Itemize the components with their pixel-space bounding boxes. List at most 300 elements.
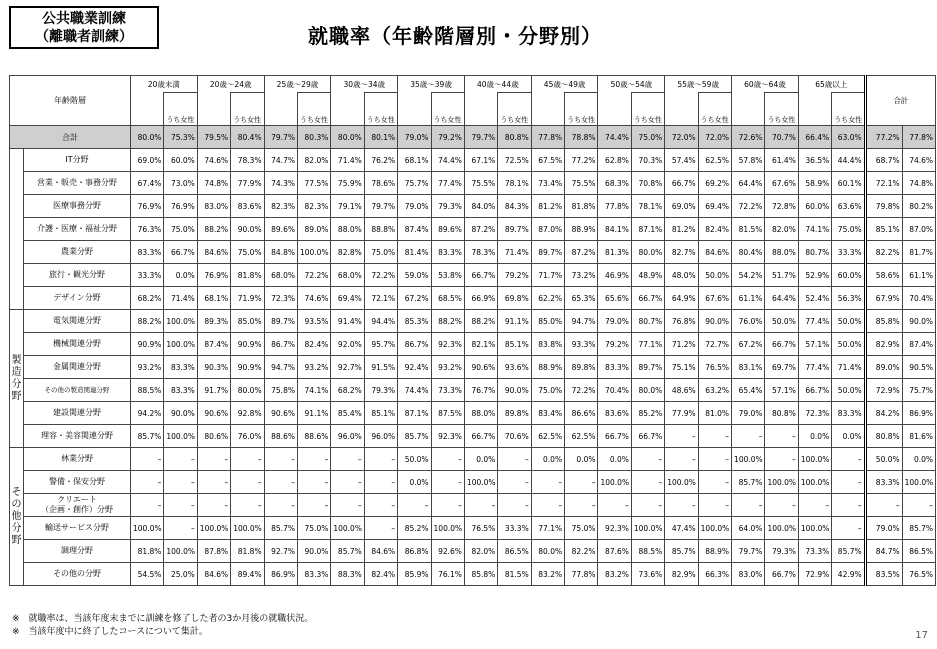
rate-cell: 68.0% (331, 264, 364, 287)
rate-cell: 75.1% (665, 356, 698, 379)
rate-cell: 93.2% (431, 356, 464, 379)
rate-cell: 83.6% (598, 402, 631, 425)
rate-cell: 82.0% (464, 540, 497, 563)
rate-cell: 76.2% (364, 149, 397, 172)
rate-cell: – (231, 494, 264, 517)
rate-cell: 75.3% (164, 126, 197, 149)
table-row (10, 333, 936, 356)
rate-cell: 82.0% (297, 149, 330, 172)
rate-cell: 78.6% (364, 172, 397, 195)
rate-cell: 85.2% (398, 517, 431, 540)
row-label: 金属関連分野 (24, 356, 131, 379)
rate-cell: 68.7% (865, 149, 902, 172)
rate-cell: 88.2% (431, 310, 464, 333)
rate-cell: 81.6% (902, 425, 935, 448)
rate-cell: 85.2% (631, 402, 664, 425)
rate-cell: 67.1% (464, 149, 497, 172)
rate-cell: 73.0% (164, 172, 197, 195)
rate-cell: 71.4% (164, 287, 197, 310)
rate-cell: 92.7% (331, 356, 364, 379)
age-all-subheader (464, 93, 497, 126)
rate-cell: 79.2% (498, 264, 531, 287)
rate-cell: 66.7% (665, 172, 698, 195)
rate-cell: 74.4% (431, 149, 464, 172)
rate-cell: – (631, 494, 664, 517)
rate-cell: – (197, 471, 230, 494)
rate-cell: 80.3% (297, 126, 330, 149)
rate-cell: 74.4% (598, 126, 631, 149)
rate-cell: 69.2% (698, 172, 731, 195)
rate-cell: 75.0% (364, 241, 397, 264)
rate-cell: 83.5% (865, 563, 902, 586)
rate-cell: 50.0% (832, 379, 865, 402)
rate-cell: 90.0% (698, 310, 731, 333)
rate-cell: – (231, 471, 264, 494)
rate-cell: 82.7% (665, 241, 698, 264)
badge-line1: 公共職業訓練 (42, 10, 126, 27)
rate-cell: 73.6% (631, 563, 664, 586)
rate-cell: 77.8% (902, 126, 935, 149)
rate-cell: 90.9% (231, 333, 264, 356)
rate-cell: 80.0% (231, 379, 264, 402)
rate-cell: 67.9% (865, 287, 902, 310)
rate-cell: 83.1% (732, 356, 765, 379)
rate-cell: 93.2% (297, 356, 330, 379)
rate-cell: 60.0% (164, 149, 197, 172)
rate-cell: 79.8% (865, 195, 902, 218)
rate-cell: 88.5% (631, 540, 664, 563)
table-row (10, 356, 936, 379)
rate-cell: – (364, 517, 397, 540)
age-header: 65歳以上 (798, 76, 865, 93)
rate-cell: 80.0% (331, 126, 364, 149)
note-1: ※ 就職率は、当該年度末までに訓練を修了した者の3か月後の就職状況。 (12, 614, 314, 624)
rate-cell: 82.4% (297, 333, 330, 356)
rate-cell: 92.7% (264, 540, 297, 563)
rate-cell: 79.0% (598, 310, 631, 333)
rate-cell: 77.4% (431, 172, 464, 195)
rate-cell: 79.0% (865, 517, 902, 540)
rate-cell: 70.4% (598, 379, 631, 402)
rate-cell: 79.2% (598, 333, 631, 356)
rate-cell: 95.7% (364, 333, 397, 356)
rate-cell: 86.7% (264, 333, 297, 356)
rate-cell: – (164, 494, 197, 517)
rate-cell: 74.4% (398, 379, 431, 402)
rate-cell: 66.7% (464, 264, 497, 287)
rate-cell: 79.0% (398, 195, 431, 218)
rate-cell: 83.8% (531, 333, 564, 356)
rate-cell: 91.5% (364, 356, 397, 379)
rate-cell: 100.0% (131, 517, 164, 540)
rate-cell: 50.0% (698, 264, 731, 287)
rate-cell: 73.3% (798, 540, 831, 563)
rate-cell: 77.1% (531, 517, 564, 540)
row-label: 介護・医療・福祉分野 (24, 218, 131, 241)
table-row (10, 126, 936, 149)
rate-cell: 89.6% (264, 218, 297, 241)
table-row (10, 540, 936, 563)
rate-cell: 68.1% (197, 287, 230, 310)
rate-cell: – (698, 471, 731, 494)
rate-cell: 70.6% (498, 425, 531, 448)
rate-cell: 68.0% (264, 264, 297, 287)
rate-cell: 70.7% (765, 126, 798, 149)
rate-cell: 89.0% (865, 356, 902, 379)
rate-cell: 94.7% (264, 356, 297, 379)
rate-cell: 88.9% (531, 356, 564, 379)
rate-cell: 87.1% (398, 402, 431, 425)
rate-cell: 100.0% (231, 517, 264, 540)
rate-cell: 80.1% (364, 126, 397, 149)
rate-cell: 82.1% (464, 333, 497, 356)
rate-cell: 76.1% (431, 563, 464, 586)
rate-cell: 0.0% (164, 264, 197, 287)
rate-cell: 81.2% (531, 195, 564, 218)
rate-cell: 71.9% (231, 287, 264, 310)
rate-cell: – (197, 494, 230, 517)
rate-cell: 88.0% (331, 218, 364, 241)
row-label: 電気関連分野 (24, 310, 131, 333)
page-title: 就職率（年齢階層別・分野別） (308, 24, 602, 48)
rate-cell: 93.3% (565, 333, 598, 356)
page-number: 17 (915, 630, 928, 641)
rate-cell: – (297, 494, 330, 517)
rate-cell: – (832, 471, 865, 494)
rate-cell: 87.6% (598, 540, 631, 563)
row-label: 医療事務分野 (24, 195, 131, 218)
table-row (10, 563, 936, 586)
rate-cell: 82.2% (865, 241, 902, 264)
rate-cell: 0.0% (902, 448, 935, 471)
rate-cell: 80.7% (798, 241, 831, 264)
rate-cell: 67.4% (131, 172, 164, 195)
rate-cell: 87.5% (431, 402, 464, 425)
rate-cell: – (832, 494, 865, 517)
rate-cell: 72.5% (498, 149, 531, 172)
table-row (10, 425, 936, 448)
rate-cell: 75.0% (631, 126, 664, 149)
note-2: ※ 当該年度中に終了したコースについて集計。 (12, 627, 208, 637)
rate-cell: 62.5% (565, 425, 598, 448)
rate-cell: 85.7% (902, 517, 935, 540)
age-all-subheader (531, 93, 564, 126)
rate-cell: 66.7% (464, 425, 497, 448)
rate-cell: 81.5% (498, 563, 531, 586)
rate-cell: 100.0% (732, 448, 765, 471)
rate-cell: 81.4% (398, 241, 431, 264)
rate-cell: 72.6% (732, 126, 765, 149)
rate-cell: 76.0% (231, 425, 264, 448)
rate-cell: 83.3% (164, 356, 197, 379)
rate-cell: – (331, 471, 364, 494)
rate-cell: 80.0% (631, 241, 664, 264)
rate-cell: 71.4% (331, 149, 364, 172)
rate-cell: 78.1% (498, 172, 531, 195)
rate-cell: – (498, 494, 531, 517)
rate-cell: 66.3% (698, 563, 731, 586)
rate-cell: 91.4% (331, 310, 364, 333)
rate-cell: 100.0% (665, 471, 698, 494)
rate-cell: 87.8% (197, 540, 230, 563)
rate-cell: 57.8% (732, 149, 765, 172)
rate-cell: 0.0% (398, 471, 431, 494)
rate-cell: – (531, 471, 564, 494)
rate-cell: 79.7% (464, 126, 497, 149)
rate-cell: 88.9% (698, 540, 731, 563)
rate-cell: 60.0% (798, 195, 831, 218)
rate-cell: 85.0% (531, 310, 564, 333)
rate-cell: – (131, 448, 164, 471)
rate-cell: 89.8% (498, 402, 531, 425)
rate-cell: – (631, 471, 664, 494)
rate-cell: 57.4% (665, 149, 698, 172)
rate-cell: 92.6% (431, 540, 464, 563)
rate-cell: 81.0% (698, 402, 731, 425)
rate-cell: 100.0% (164, 425, 197, 448)
rate-cell: 74.1% (297, 379, 330, 402)
rate-cell: 47.4% (665, 517, 698, 540)
rate-cell: 75.0% (231, 241, 264, 264)
rate-cell: 89.6% (431, 218, 464, 241)
rate-cell: 86.6% (565, 402, 598, 425)
rate-cell: 84.3% (498, 195, 531, 218)
rate-cell: 61.4% (765, 149, 798, 172)
rate-cell: 100.0% (902, 471, 935, 494)
rate-cell: 60.1% (832, 172, 865, 195)
rate-cell: 72.3% (798, 402, 831, 425)
rate-cell: 86.9% (264, 563, 297, 586)
rate-cell: 75.7% (398, 172, 431, 195)
rate-cell: 88.2% (197, 218, 230, 241)
row-label: IT分野 (24, 149, 131, 172)
rate-cell: 68.2% (131, 287, 164, 310)
rate-cell: 86.5% (498, 540, 531, 563)
rate-cell: 69.0% (665, 195, 698, 218)
rate-cell: 82.3% (297, 195, 330, 218)
rate-cell: 75.9% (331, 172, 364, 195)
row-label: その他の分野 (24, 563, 131, 586)
rate-cell: 77.4% (798, 310, 831, 333)
rate-cell: 85.9% (398, 563, 431, 586)
row-label: 農業分野 (24, 241, 131, 264)
rate-cell: 92.0% (331, 333, 364, 356)
age-header: 20歳～24歳 (197, 76, 264, 93)
age-all-subheader (598, 93, 631, 126)
rate-cell: 83.3% (865, 471, 902, 494)
rate-cell: 0.0% (798, 425, 831, 448)
rate-cell: 76.8% (665, 310, 698, 333)
rate-cell: 79.7% (732, 540, 765, 563)
rate-cell: 0.0% (531, 448, 564, 471)
rate-cell: 84.0% (464, 195, 497, 218)
rate-cell: 72.2% (732, 195, 765, 218)
rate-cell: 100.0% (798, 471, 831, 494)
rate-cell: 72.0% (698, 126, 731, 149)
rate-cell: 75.0% (164, 218, 197, 241)
rate-cell: 73.4% (531, 172, 564, 195)
rate-cell: 80.6% (197, 425, 230, 448)
rate-cell: 76.9% (197, 264, 230, 287)
rate-cell: 85.8% (865, 310, 902, 333)
age-header: 30歳～34歳 (331, 76, 398, 93)
rate-cell: 75.5% (565, 172, 598, 195)
age-header: 60歳～64歳 (732, 76, 799, 93)
rate-cell: – (832, 517, 865, 540)
rate-cell: 73.2% (565, 264, 598, 287)
rate-cell: 92.3% (431, 333, 464, 356)
rate-cell: 70.3% (631, 149, 664, 172)
rate-cell: 64.4% (732, 172, 765, 195)
rate-cell: 76.5% (464, 517, 497, 540)
rate-cell: 92.8% (231, 402, 264, 425)
rate-cell: 76.7% (464, 379, 497, 402)
rate-cell: – (531, 494, 564, 517)
female-subheader: うち女性 (698, 93, 731, 126)
rate-cell: 87.1% (631, 218, 664, 241)
rate-cell: 85.3% (398, 310, 431, 333)
rate-cell: 85.1% (364, 402, 397, 425)
rate-cell: 54.2% (732, 264, 765, 287)
rate-cell: 78.3% (231, 149, 264, 172)
rate-cell: – (732, 494, 765, 517)
rate-cell: 48.0% (665, 264, 698, 287)
rate-cell: 72.2% (297, 264, 330, 287)
rate-cell: 50.0% (398, 448, 431, 471)
rate-cell: 77.2% (565, 149, 598, 172)
rate-cell: 81.8% (565, 195, 598, 218)
rate-cell: 77.9% (231, 172, 264, 195)
rate-cell: – (431, 448, 464, 471)
rate-cell: 79.7% (264, 126, 297, 149)
rate-cell: 74.6% (197, 149, 230, 172)
rate-cell: 63.6% (832, 195, 865, 218)
row-label: 機械関連分野 (24, 333, 131, 356)
female-subheader: うち女性 (765, 93, 798, 126)
rate-cell: 83.2% (598, 563, 631, 586)
rate-cell: 80.8% (498, 126, 531, 149)
rate-cell: 91.7% (197, 379, 230, 402)
rate-cell: – (765, 494, 798, 517)
rate-cell: 100.0% (765, 517, 798, 540)
rate-cell: 79.3% (364, 379, 397, 402)
rate-cell: 64.0% (732, 517, 765, 540)
rate-cell: 82.8% (331, 241, 364, 264)
rate-cell: 59.0% (398, 264, 431, 287)
rate-cell: 72.9% (865, 379, 902, 402)
table-row (10, 310, 936, 333)
rate-cell: – (498, 448, 531, 471)
employment-rate-table (9, 75, 936, 586)
rate-cell: 87.0% (902, 218, 935, 241)
rate-cell: 89.7% (264, 310, 297, 333)
rate-cell: 53.8% (431, 264, 464, 287)
rate-cell: 74.8% (197, 172, 230, 195)
rate-cell: 50.0% (832, 333, 865, 356)
rate-cell: – (264, 494, 297, 517)
rate-cell: 74.1% (798, 218, 831, 241)
rate-cell: 90.5% (902, 356, 935, 379)
rate-cell: 85.1% (498, 333, 531, 356)
rate-cell: 75.0% (531, 379, 564, 402)
rate-cell: 88.5% (131, 379, 164, 402)
rate-cell: 69.7% (765, 356, 798, 379)
rate-cell: – (231, 448, 264, 471)
rate-cell: 100.0% (164, 310, 197, 333)
rate-cell: 83.3% (431, 241, 464, 264)
rate-cell: 66.7% (598, 425, 631, 448)
rate-cell: 92.3% (598, 517, 631, 540)
rate-cell: 71.4% (832, 356, 865, 379)
rate-cell: 72.1% (865, 172, 902, 195)
rate-cell: – (331, 494, 364, 517)
rate-cell: 48.6% (665, 379, 698, 402)
rate-cell: 89.8% (565, 356, 598, 379)
rate-cell: 100.0% (297, 241, 330, 264)
rate-cell: 75.7% (902, 379, 935, 402)
rate-cell: 50.0% (765, 310, 798, 333)
rate-cell: 67.6% (698, 287, 731, 310)
rate-cell: 85.1% (865, 218, 902, 241)
rate-cell: 86.9% (902, 402, 935, 425)
rate-cell: – (832, 448, 865, 471)
rate-cell: 92.3% (431, 425, 464, 448)
rate-cell: 71.7% (531, 264, 564, 287)
rate-cell: 89.4% (231, 563, 264, 586)
rate-cell: 57.1% (798, 333, 831, 356)
rate-cell: 74.6% (297, 287, 330, 310)
rate-cell: 90.0% (902, 310, 935, 333)
rate-cell: 54.5% (131, 563, 164, 586)
rate-cell: 82.2% (565, 540, 598, 563)
rate-cell: 85.4% (331, 402, 364, 425)
age-all-subheader (732, 93, 765, 126)
rate-cell: 100.0% (431, 517, 464, 540)
table-row (10, 149, 936, 172)
rate-cell: – (164, 448, 197, 471)
rate-cell: 88.6% (297, 425, 330, 448)
row-label: 旅行・観光分野 (24, 264, 131, 287)
rate-cell: 61.1% (902, 264, 935, 287)
age-all-subheader (331, 93, 364, 126)
rate-cell: – (164, 517, 197, 540)
rate-cell: 70.8% (631, 172, 664, 195)
rate-cell: 81.8% (231, 540, 264, 563)
rate-cell: 82.9% (865, 333, 902, 356)
rate-cell: 100.0% (765, 471, 798, 494)
rate-cell: 80.4% (732, 241, 765, 264)
rate-cell: 56.3% (832, 287, 865, 310)
rate-cell: 68.2% (331, 379, 364, 402)
rate-cell: – (131, 471, 164, 494)
rate-cell: 69.4% (331, 287, 364, 310)
row-label: 理容・美容関連分野 (24, 425, 131, 448)
female-subheader: うち女性 (364, 93, 397, 126)
rate-cell: 80.0% (131, 126, 164, 149)
rate-cell: 61.1% (732, 287, 765, 310)
rate-cell: 79.2% (431, 126, 464, 149)
rate-cell: 75.8% (264, 379, 297, 402)
rate-cell: – (902, 494, 935, 517)
rate-cell: 86.8% (398, 540, 431, 563)
age-group-header: 年齢階層 (10, 76, 131, 126)
group-manufacturing: 製 造 分 野 (10, 310, 24, 448)
rate-cell: – (197, 448, 230, 471)
rate-cell: 89.0% (297, 218, 330, 241)
rate-cell: 65.6% (598, 287, 631, 310)
female-subheader: うち女性 (431, 93, 464, 126)
female-subheader: うち女性 (498, 93, 531, 126)
